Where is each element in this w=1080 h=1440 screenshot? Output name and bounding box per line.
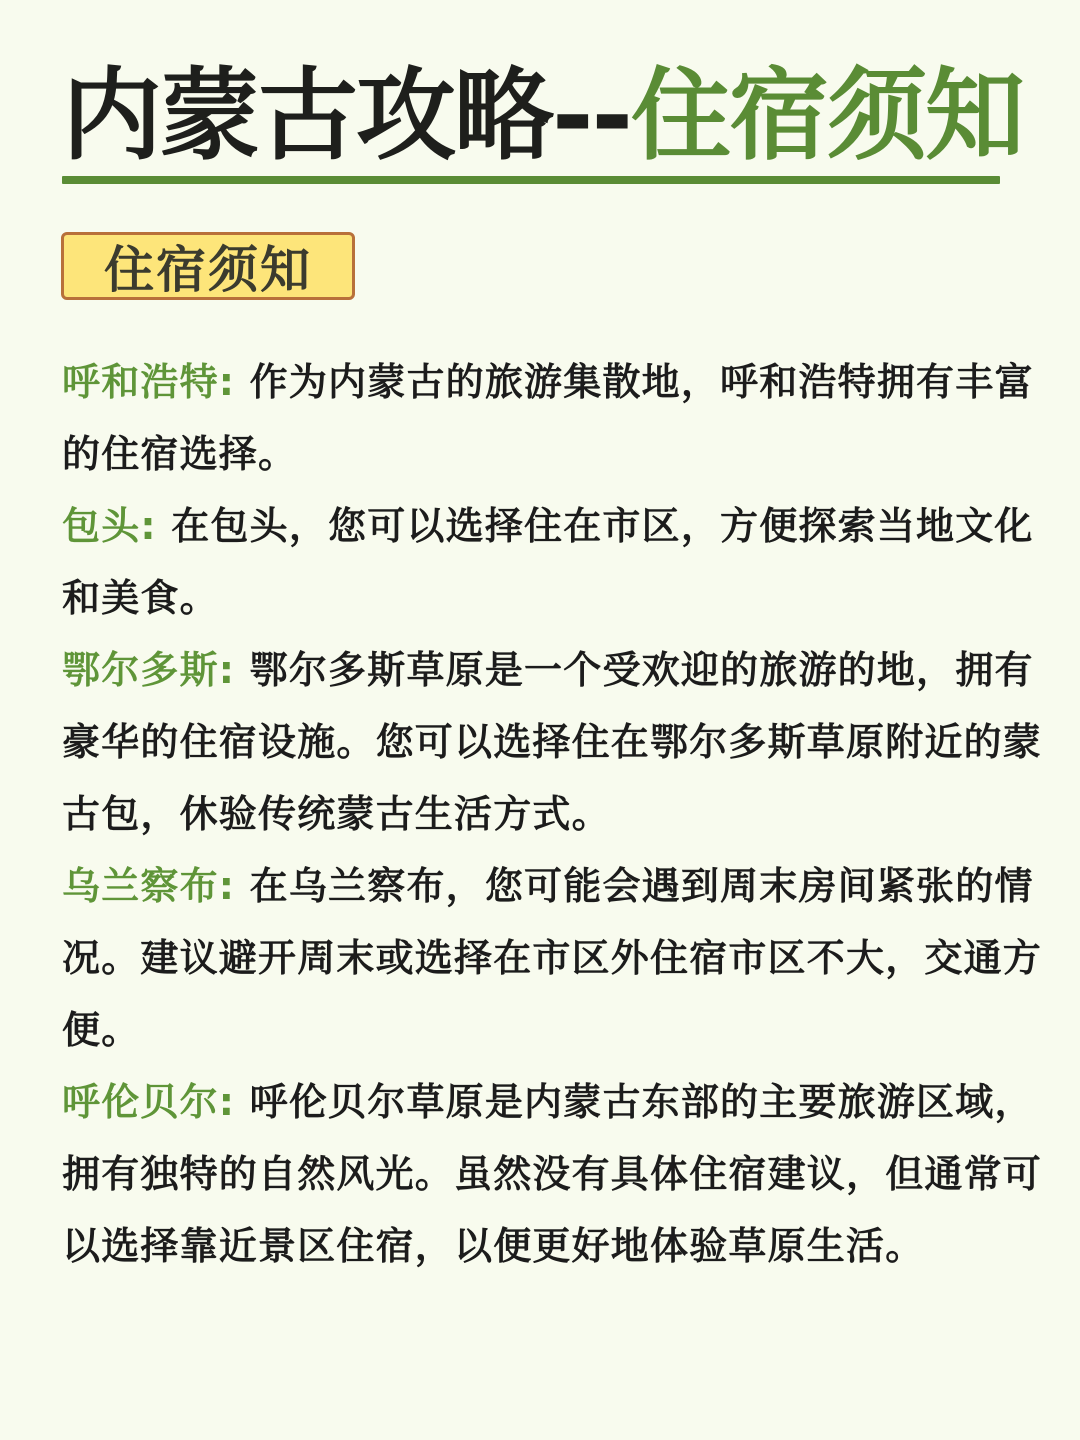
entry-text: 鄂尔多斯草原是一个受欢迎的旅游的地，拥有豪华的住宿设施。您可以选择住在鄂尔多斯草原附近的蒙古包，休验传统蒙古生活方式。 <box>62 648 1043 836</box>
page-title-main: 内蒙古攻略-- <box>62 57 632 174</box>
city-label: 呼和浩特: <box>62 360 236 404</box>
title-underline <box>62 176 1000 184</box>
entry-hulunbuir <box>62 1066 1042 1282</box>
content-body <box>62 346 1042 1282</box>
entry-text: 在乌兰察布，您可能会遇到周末房间紧张的情况。建议避开周末或选择在市区外住宿市区不大，交通方便。 <box>62 864 1043 1052</box>
page-title <box>62 57 1024 174</box>
entry-text: 作为内蒙古的旅游集散地，呼和浩特拥有丰富的住宿选择。 <box>62 360 1034 476</box>
city-label: 包头: <box>62 504 157 548</box>
entry-hohhot <box>62 346 1042 490</box>
entry-ulanqab <box>62 850 1042 1066</box>
city-label: 乌兰察布: <box>62 864 236 908</box>
page-title-highlight: 住宿须知 <box>631 57 1024 174</box>
page-header <box>62 57 1024 174</box>
entry-text: 在包头，您可以选择住在市区，方便探索当地文化和美食。 <box>62 504 1034 620</box>
city-label: 鄂尔多斯: <box>62 648 236 692</box>
entry-baotou <box>62 490 1042 634</box>
section-badge: 住宿须知 <box>61 232 355 300</box>
city-label: 呼伦贝尔: <box>62 1080 236 1124</box>
entry-ordos <box>62 634 1042 850</box>
entry-text: 呼伦贝尔草原是内蒙古东部的主要旅游区域，拥有独特的自然风光。虽然没有具体住宿建议，但通常可以选择靠近景区住宿，以便更好地体验草原生活。 <box>62 1080 1043 1268</box>
